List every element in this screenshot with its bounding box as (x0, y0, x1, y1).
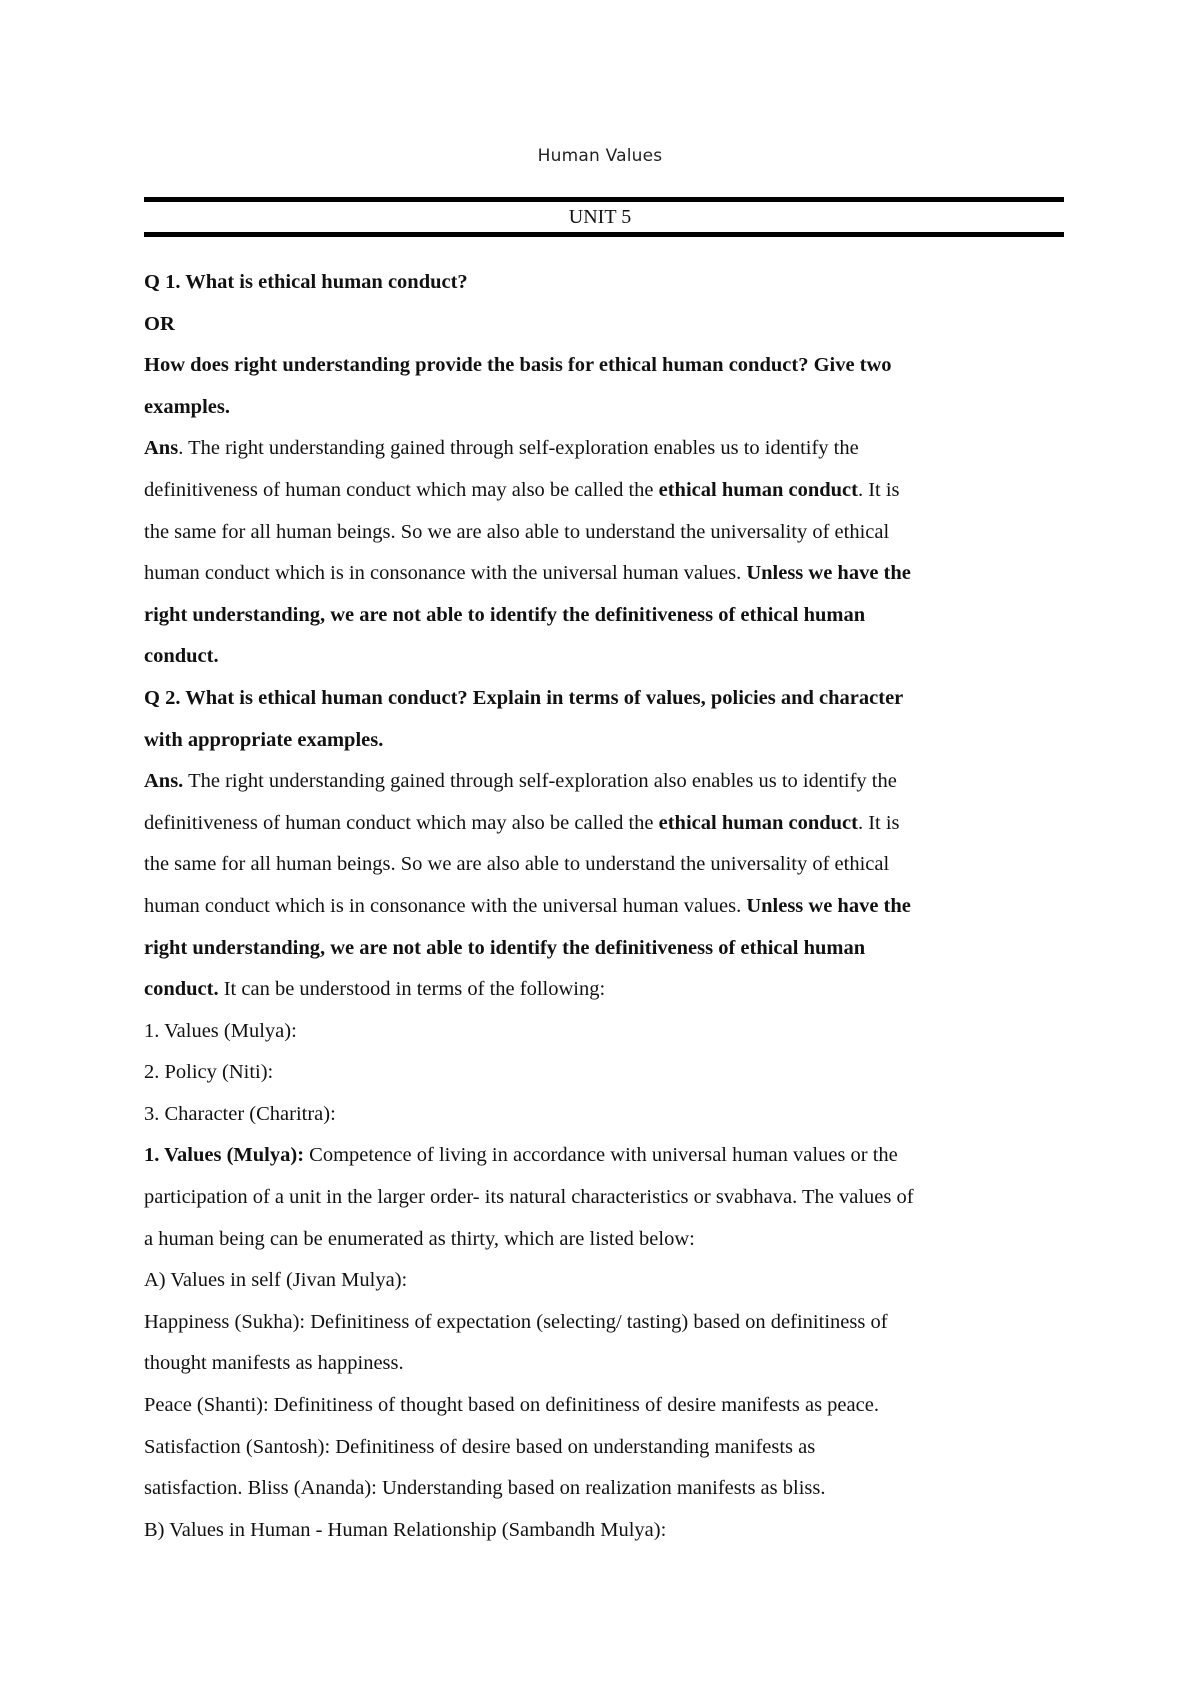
bold-text-run: 1. Values (Mulya): (144, 1144, 305, 1167)
bold-text-run: examples. (144, 395, 230, 418)
bold-text-run: ethical human conduct (658, 478, 858, 501)
text-run: . The right understanding gained through self-exploration enables us to identify the (178, 437, 859, 460)
text-line (144, 1260, 1069, 1302)
text-run: Competence of living in accordance with universal human values or the (304, 1144, 898, 1167)
text-run: 3. Character (Charitra): (144, 1102, 336, 1125)
text-run: definitiveness of human conduct which may also be called the (144, 478, 659, 501)
text-line (144, 387, 1069, 429)
text-line (144, 803, 1069, 845)
text-run: Happiness (Sukha): Definitiness of expectation (selecting/ tasting) based on definitiness of (144, 1310, 888, 1333)
text-run: the same for all human beings. So we are also able to understand the universality of ethical (144, 520, 890, 543)
text-line (144, 1135, 1069, 1177)
text-line (144, 470, 1069, 512)
text-line (144, 969, 1069, 1011)
bold-text-run: OR (144, 312, 175, 335)
text-line (144, 1094, 1069, 1136)
text-run: A) Values in self (Jivan Mulya): (144, 1269, 408, 1292)
text-line (144, 1510, 1069, 1552)
text-run: human conduct which is in consonance with the universal human values. (144, 894, 747, 917)
unit-title: UNIT 5 (568, 206, 632, 228)
text-run: . It is (857, 811, 900, 834)
text-run: It can be understood in terms of the following: (218, 978, 606, 1001)
text-run: the same for all human beings. So we are also able to understand the universality of ethical (144, 853, 890, 876)
bold-text-run: conduct. (144, 645, 219, 668)
text-line (144, 1468, 1069, 1510)
bottom-rule (144, 232, 1064, 237)
bold-text-run: ethical human conduct (658, 811, 858, 834)
text-line (144, 262, 1069, 304)
bold-text-run: conduct. (144, 978, 219, 1001)
bold-text-run: Unless we have the (746, 562, 911, 585)
text-line (144, 553, 1069, 595)
text-line (144, 928, 1069, 970)
bold-text-run: Unless we have the (746, 894, 911, 917)
text-line (144, 1427, 1069, 1469)
text-line (144, 1343, 1069, 1385)
text-line (144, 1177, 1069, 1219)
text-run: 1. Values (Mulya): (144, 1019, 297, 1042)
text-run: Satisfaction (Santosh): Definitiness of desire based on understanding manifests as (144, 1435, 816, 1458)
text-run: The right understanding gained through self-exploration also enables us to identify the (183, 770, 897, 793)
text-line (144, 720, 1069, 762)
bold-text-run: Q 2. What is ethical human conduct? Explain in terms of values, policies and character (144, 686, 904, 709)
bold-text-run: with appropriate examples. (144, 728, 384, 751)
text-line (144, 304, 1069, 346)
bold-text-run: right understanding, we are not able to identify the definitiveness of ethical human (144, 936, 866, 959)
text-run: 2. Policy (Niti): (144, 1061, 274, 1084)
text-line (144, 1385, 1069, 1427)
bold-text-run: Ans. (144, 770, 184, 793)
top-rule (144, 197, 1064, 202)
bold-text-run: right understanding, we are not able to identify the definitiveness of ethical human (144, 603, 866, 626)
text-line (144, 512, 1069, 554)
text-line (144, 678, 1069, 720)
text-run: a human being can be enumerated as thirty, which are listed below: (144, 1227, 695, 1250)
running-header: Human Values (537, 146, 663, 166)
text-line (144, 636, 1069, 678)
text-line (144, 1302, 1069, 1344)
bold-text-run: How does right understanding provide the basis for ethical human conduct? Give two (144, 354, 892, 377)
text-line (144, 1052, 1069, 1094)
text-run: B) Values in Human - Human Relationship (Sambandh Mulya): (144, 1518, 667, 1541)
bold-text-run: Ans (144, 437, 179, 460)
text-line (144, 1011, 1069, 1053)
text-run: participation of a unit in the larger order- its natural characteristics or svabhava. The values of (144, 1186, 914, 1209)
text-run: human conduct which is in consonance with the universal human values. (144, 562, 747, 585)
text-run: thought manifests as happiness. (144, 1352, 404, 1375)
text-run: . It is (857, 478, 900, 501)
text-line (144, 844, 1069, 886)
text-run: Peace (Shanti): Definitiness of thought based on definitiness of desire manifests as peace. (144, 1394, 879, 1417)
text-line (144, 761, 1069, 803)
text-line (144, 1219, 1069, 1261)
text-run: definitiveness of human conduct which may also be called the (144, 811, 659, 834)
text-line (144, 595, 1069, 637)
text-run: satisfaction. Bliss (Ananda): Understanding based on realization manifests as bliss. (144, 1477, 826, 1500)
document-body (144, 262, 1069, 1551)
bold-text-run: Q 1. What is ethical human conduct? (144, 271, 468, 293)
text-line (144, 428, 1069, 470)
text-line (144, 886, 1069, 928)
text-line (144, 345, 1069, 387)
